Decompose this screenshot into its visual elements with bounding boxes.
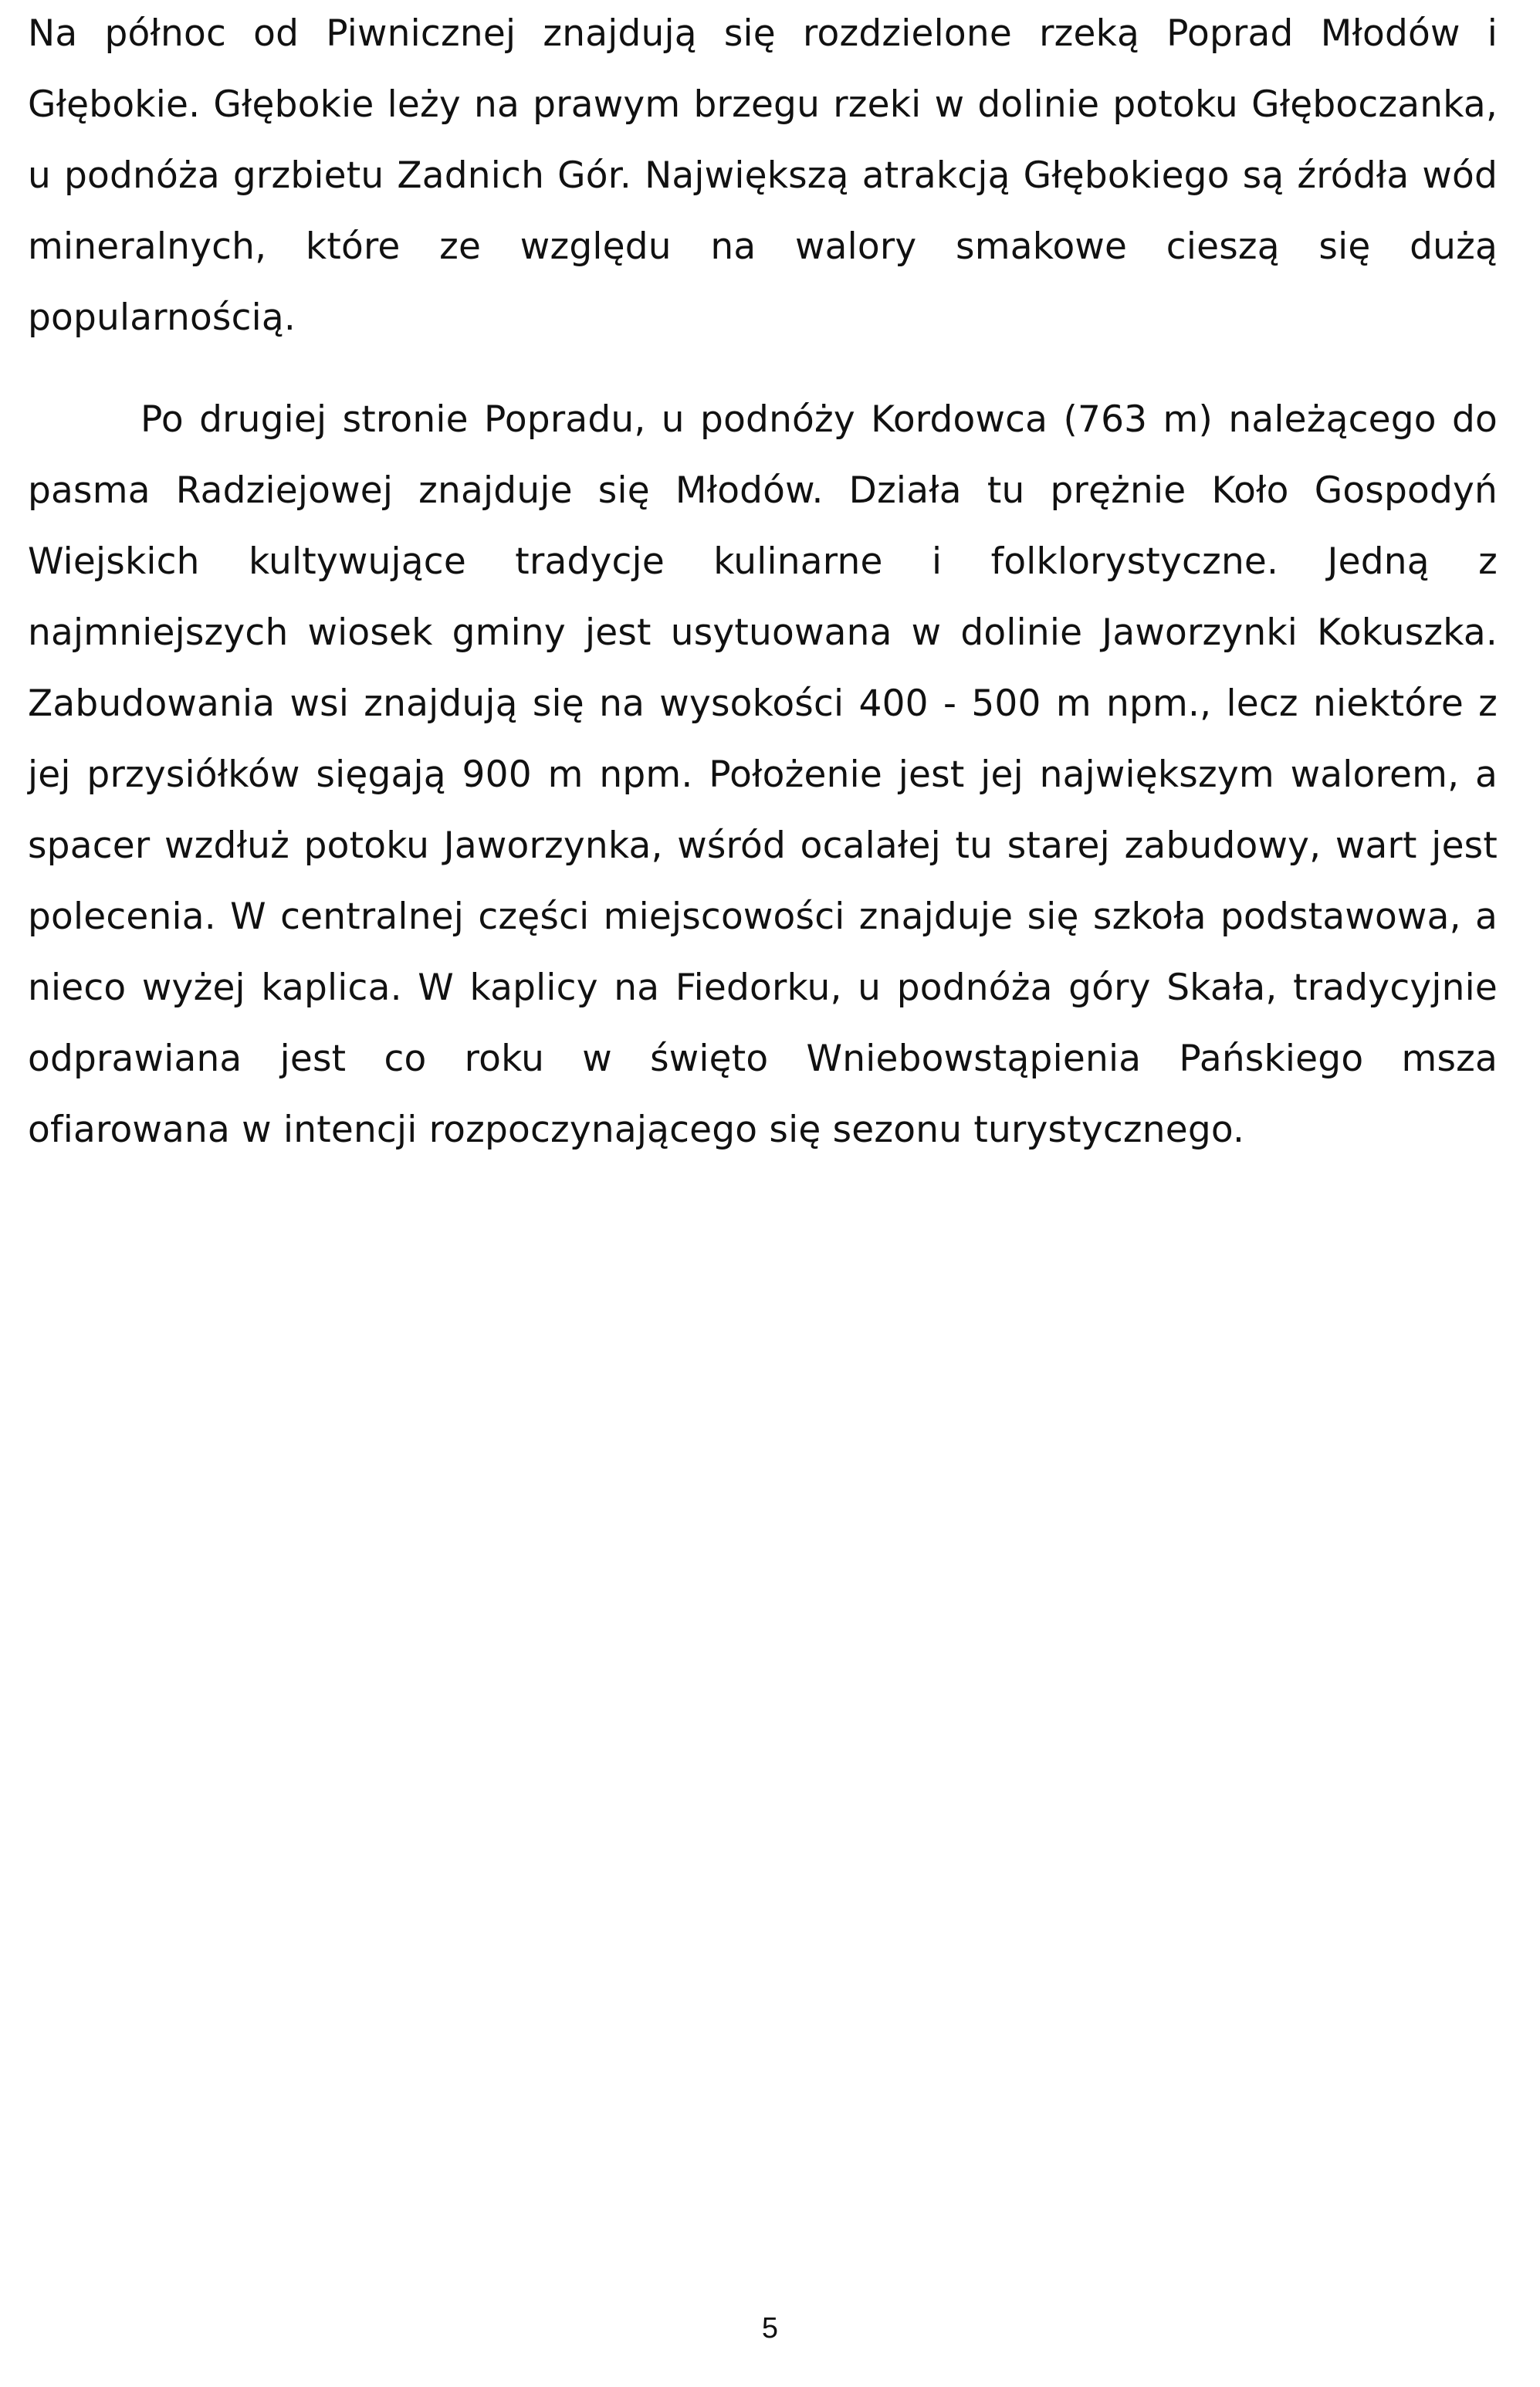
page-number: 5 — [761, 2312, 779, 2345]
paragraph-glebokie: Na północ od Piwnicznej znajdują się rozdzielone rzeką Poprad Młodów i Głębokie. Głębokie leży na prawym brzegu rzeki w dolinie potoku Głęboczanka, u podnóża grzbietu Zadnich Gór. Największą atrakcją Głębokiego są źródła wód mineralnych, które ze względu na walory smakowe cieszą się dużą popularnością. — [28, 12, 1498, 339]
page-content — [28, 0, 1498, 1166]
paragraph-mlodow-kokuszka: Po drugiej stronie Popradu, u podnóży Kordowca (763 m) należącego do pasma Radziejowej znajduje się Młodów. Działa tu prężnie Koło Gospodyń Wiejskich kultywujące tradycje kulinarne i folklorystyczne. Jedną z najmniejszych wiosek gminy jest usytuowana w dolinie Jaworzynki Kokuszka. Zabudowania wsi znajdują się na wysokości 400 - 500 m npm., lecz niektóre z jej przysiółków sięgają 900 m npm. Położenie jest jej największym walorem, a spacer wzdłuż potoku Jaworzynka, wśród ocalałej tu starej zabudowy, wart jest polecenia. W centralnej części miejscowości znajduje się szkoła podstawowa, a nieco wyżej kaplica. W kaplicy na Fiedorku, u podnóża góry Skała, tradycyjnie odprawiana jest co roku w święto Wniebowstąpienia Pańskiego msza ofiarowana w intencji rozpoczynającego się sezonu turystycznego. — [28, 398, 1498, 1151]
